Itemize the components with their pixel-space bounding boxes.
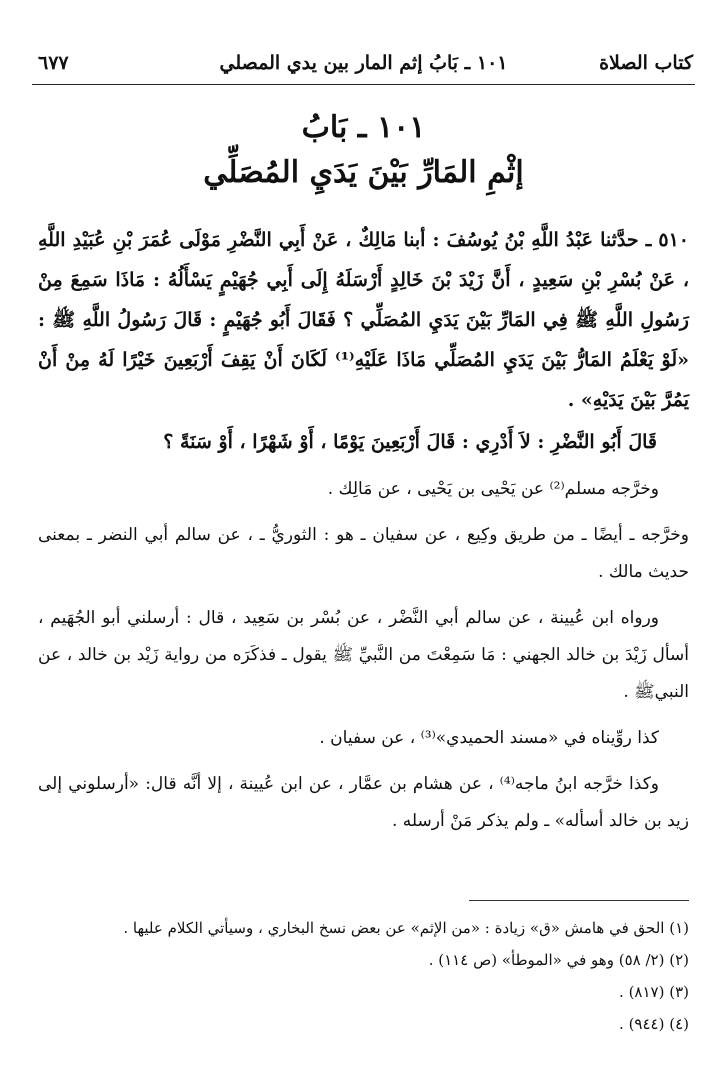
chapter-number: ١٠١ ـ بَابُ bbox=[301, 110, 426, 145]
commentary-paragraph: وخرَّجه مسلم⁽²⁾ عن يَحْيى بن يَحْيى ، عن مَالِك . bbox=[327, 479, 659, 499]
page-number: ٦٧٧ bbox=[38, 52, 69, 74]
footnote: (٣) (٨١٧) . bbox=[619, 983, 689, 1001]
footnote: (٤) (٩٤٤) . bbox=[619, 1015, 689, 1033]
hadith-followup: قَالَ أَبُو النَّضْرِ : لاَ أَدْرِي : قَالَ أَرْبَعِينَ يَوْمًا ، أَوْ شَهْرًا ، أَوْ سَنَةً ؟ bbox=[163, 431, 657, 453]
book-title: كتاب الصلاة bbox=[599, 52, 693, 74]
chapter-title: إثْمِ المَارِّ بَيْنَ يَدَيِ المُصَلِّي bbox=[203, 155, 524, 190]
main-text bbox=[38, 220, 689, 840]
running-chapter-title: ١٠١ ـ بَابُ إثم المار بين يدي المصلي bbox=[219, 52, 508, 74]
running-header bbox=[32, 44, 695, 85]
footnote: (١) الحق في هامش «ق» زيادة : «من الإثم» عن بعض نسخ البخاري ، وسيأتي الكلام عليها . bbox=[123, 919, 689, 937]
commentary-paragraph: كذا روِّيناه في «مسند الحميدي»⁽³⁾ ، عن سفيان . bbox=[319, 728, 659, 748]
footnote-divider bbox=[469, 900, 689, 901]
footnotes bbox=[38, 912, 689, 1040]
hadith-text: ٥١٠ ـ حدَّثنا عَبْدُ اللَّهِ بْنُ يُوسُفَ : أبنا مَالِكٌ ، عَنْ أَبِي النَّضْرِ مَوْلَى عُمَرَ بْنِ عُبَيْدِ اللَّهِ ، عَنْ بُسْرِ بْنِ سَعِيدٍ ، أَنَّ زَيْدَ بْنَ خَالِدٍ أَرْسَلَهُ إِلَى أَبِي جُهَيْمٍ يَسْأَلُهُ : مَاذَا سَمِعَ مِنْ رَسُولِ اللَّهِ ﷺ فِي المَارِّ بَيْنَ يَدَيِ المُصَلِّي ؟ فَقَالَ أَبُو جُهَيْمٍ : قَالَ رَسُولُ اللَّهِ ﷺ : «لَوْ يَعْلَمُ المَارُّ بَيْنَ يَدَيِ المُصَلِّي مَاذَا عَلَيْهِ⁽¹⁾ لَكَانَ أَنْ يَقِفَ أَرْبَعِينَ خَيْرًا لَهُ مِنْ أَنْ يَمُرَّ بَيْنَ يَدَيْهِ» . bbox=[38, 229, 689, 411]
commentary-paragraph: وكذا خرَّجه ابنُ ماجه⁽⁴⁾ ، عن هشام بن عمَّار ، عن ابن عُيينة ، إلا أنَّه قال: «أرسلوني إلى زيد بن خالد أسأله» ـ ولم يذكر مَنْ أرسله . bbox=[38, 774, 689, 831]
footnote: (٢) (٢/ ٥٨) وهو في «الموطأ» (ص ١١٤) . bbox=[428, 951, 689, 969]
commentary-paragraph: ورواه ابن عُيينة ، عن سالم أبي النَّضْر ، عن بُسْر بن سَعِيد ، قال : أرسلني أبو الجُهَيم ، أسأل زَيْدَ بن خالد الجهني : مَا سَمِعْتَ من النَّبيِّ ﷺ يقول ـ فذكَرَه من رواية زَيْد بن خالد ، عن النبيﷺ . bbox=[38, 608, 689, 702]
commentary-paragraph: وخرَّجه ـ أيضًا ـ من طريق وكِيع ، عن سفيان ـ هو : الثوريُّ ـ ، عن سالم أبي النضر ـ بمعنى حديث مالك . bbox=[38, 525, 689, 582]
